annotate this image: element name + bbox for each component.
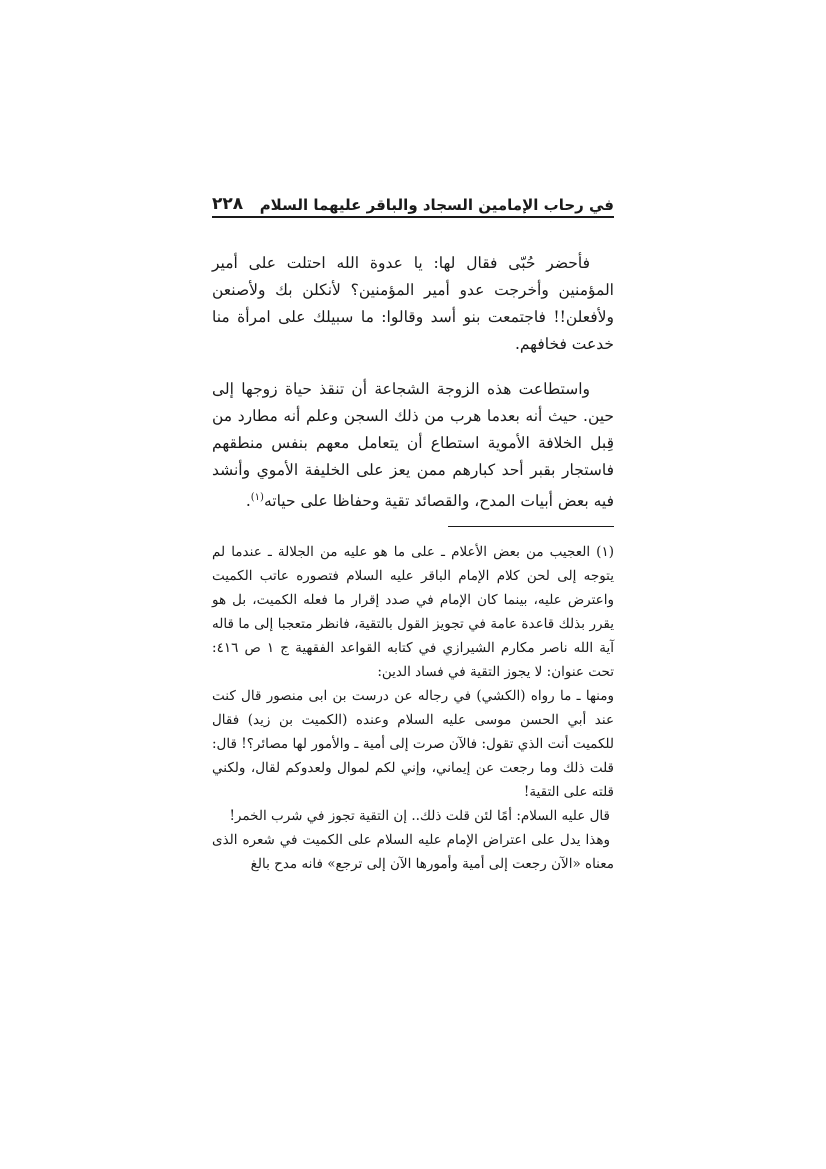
- header-rule: [212, 216, 614, 218]
- paragraph-2-end: .: [245, 492, 251, 511]
- footnote-1: (١) العجيب من بعض الأعلام ـ على ما هو عليه من الجلالة ـ عندما لم يتوجه إلى لحن كلام الإمام الباقر عليه السلام فتصوره عاتب الكميت واعترض عليه، بينما كان الإمام في صدد إقرار ما فعله الكميت، بل هو يقرر بذلك قاعدة عامة في تجويز القول بالتقية، فانظر متعجبا إلى ما قاله آية الله ناصر مكارم الشيرازي في كتابه القواعد الفقهية ج ١ ص ٤١٦: تحت عنوان: لا يجوز التقية في فساد الدين:: [212, 544, 614, 680]
- running-title: في رحاب الإمامين السجاد والباقر عليهما السلام: [259, 196, 614, 214]
- footnote-quote: ومنها ـ ما رواه (الكشي) في رجاله عن درست بن ابى منصور قال كنت عند أبي الحسن موسى عليه السلام وعنده (الكميت بن زيد) فقال للكميت أنت الذي تقول: فالآن صرت إلى أمية ـ والأمور لها مصائر؟! قال: قلت ذلك وما رجعت عن إيماني، وإني لكم لموال ولعدوكم لقال، ولكني قلته على التقية!: [212, 688, 614, 800]
- footnote-ref[interactable]: (١): [250, 492, 264, 503]
- paragraph-2-text: واستطاعت هذه الزوجة الشجاعة أن تنقذ حياة زوجها إلى حين. حيث أنه بعدما هرب من ذلك السجن وعلم أنه مطارد من قِبل الخلافة الأموية استطاع أن يتعامل معهم بنفس منطقهم فاستجار بقبر أحد كبارهم ممن يعز على الخليفة الأموي وأنشد فيه بعض أبيات المدح، والقصائد تقية وحفاظا على حياته: [212, 380, 614, 511]
- page-header: [212, 186, 614, 214]
- body-text: [212, 250, 614, 533]
- footnotes: [212, 540, 614, 876]
- paragraph-2: [212, 376, 614, 515]
- footnote-commentary: وهذا يدل على اعتراض الإمام عليه السلام على الكميت في شعره الذى معناه «الآن رجعت إلى أمية وأمورها الآن إلى ترجع» فانه مدح بالغ: [212, 832, 614, 872]
- page-number: ٢٢٨: [212, 194, 244, 214]
- footnote-imam-reply: قال عليه السلام: أمًا لئن قلت ذلك.. إن التقية تجوز في شرب الخمر!: [229, 808, 610, 824]
- footnote-separator: [448, 526, 614, 527]
- paragraph-1: فأحضر حُبّى فقال لها: يا عدوة الله احتلت على أمير المؤمنين وأخرجت عدو أمير المؤمنين؟ لأنكلن بك ولأصنعن ولأفعلن!! فاجتمعت بنو أسد وقالوا: ما سبيلك على امرأة منا خدعت فخافهم.: [212, 254, 614, 353]
